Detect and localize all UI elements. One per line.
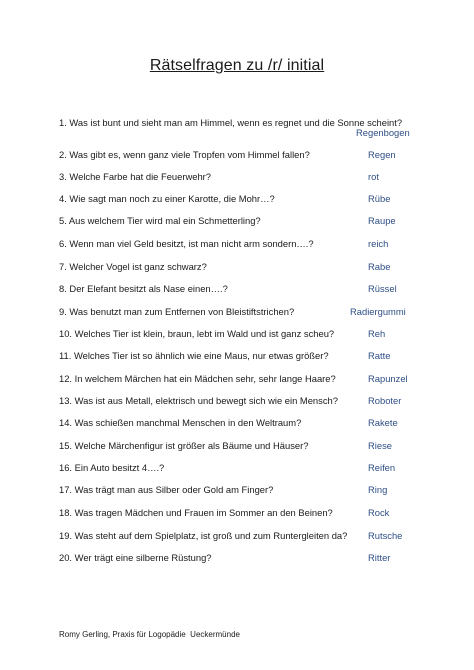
question-text: 4. Wie sagt man noch zu einer Karotte, die Mohr…? — [59, 193, 275, 204]
answer-text: Rabe — [368, 261, 391, 272]
answer-text: Regen — [368, 149, 396, 160]
question-text: 1. Was ist bunt und sieht man am Himmel, wenn es regnet und die Sonne scheint? — [59, 117, 403, 128]
question-text: 2. Was gibt es, wenn ganz viele Tropfen vom Himmel fallen? — [59, 149, 310, 160]
question-text: 11. Welches Tier ist so ähnlich wie eine Maus, nur etwas größer? — [59, 350, 329, 361]
page-title: Rätselfragen zu /r/ initial — [149, 57, 325, 74]
answer-text: Rapunzel — [368, 373, 408, 384]
question-text: 20. Wer trägt eine silberne Rüstung? — [59, 552, 212, 563]
question-text: 19. Was steht auf dem Spielplatz, ist groß und zum Runtergleiten da? — [59, 530, 348, 541]
answer-text: Rakete — [368, 417, 398, 428]
answer-text: Reifen — [368, 462, 396, 473]
answer-text: Rübe — [368, 193, 391, 204]
answer-text: reich — [368, 238, 389, 249]
question-text: 8. Der Elefant besitzt als Nase einen….? — [59, 283, 228, 294]
question-text: 13. Was ist aus Metall, elektrisch und bewegt sich wie ein Mensch? — [59, 395, 338, 406]
question-text: 7. Welcher Vogel ist ganz schwarz? — [59, 261, 207, 272]
answer-text: Roboter — [368, 395, 402, 406]
answer-text: Regenbogen — [356, 127, 410, 138]
question-text: 12. In welchem Märchen hat ein Mädchen sehr, sehr lange Haare? — [59, 373, 336, 384]
answer-text: Rüssel — [368, 283, 397, 294]
footer: Romy Gerling, Praxis für Logopädie Ueckermünde — [59, 630, 240, 639]
question-text: 16. Ein Auto besitzt 4….? — [59, 462, 165, 473]
question-text: 10. Welches Tier ist klein, braun, lebt im Wald und ist ganz scheu? — [59, 328, 335, 339]
question-text: 15. Welche Märchenfigur ist größer als Bäume und Häuser? — [59, 440, 309, 451]
answer-text: rot — [368, 171, 379, 182]
question-text: 3. Welche Farbe hat die Feuerwehr? — [59, 171, 211, 182]
question-text: 5. Aus welchem Tier wird mal ein Schmetterling? — [59, 215, 261, 226]
answer-text: Ritter — [368, 552, 391, 563]
question-text: 18. Was tragen Mädchen und Frauen im Sommer an den Beinen? — [59, 507, 333, 518]
answer-text: Raupe — [368, 215, 396, 226]
question-text: 6. Wenn man viel Geld besitzt, ist man nicht arm sondern….? — [59, 238, 314, 249]
answer-text: Radiergummi — [350, 306, 406, 317]
question-text: 14. Was schießen manchmal Menschen in den Weltraum? — [59, 417, 302, 428]
answer-text: Reh — [368, 328, 386, 339]
answer-text: Rock — [368, 507, 390, 518]
question-text: 17. Was trägt man aus Silber oder Gold am Finger? — [59, 484, 274, 495]
answer-text: Ratte — [368, 350, 391, 361]
answer-text: Ring — [368, 484, 388, 495]
answer-text: Riese — [368, 440, 392, 451]
answer-text: Rutsche — [368, 530, 403, 541]
question-text: 9. Was benutzt man zum Entfernen von Bleistiftstrichen? — [59, 306, 295, 317]
